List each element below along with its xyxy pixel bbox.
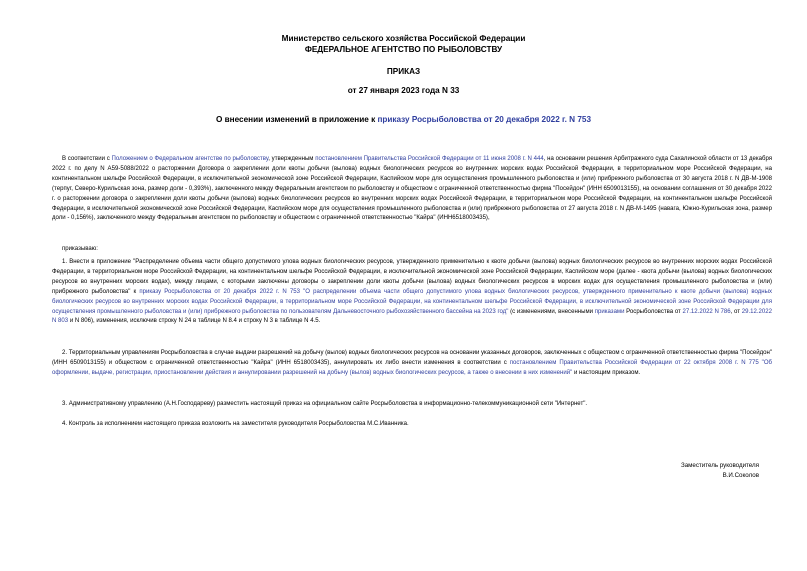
order-753-link[interactable]: приказу Росрыболовства от 20 декабря 2022 г. N 753 "О распределении объема части общего допустимого улова водных биологических ресурсов, утвержденного применительно к квоте добычи (вылова) водных биологических ресурсов во внутренних морских водах Российской Федерации, в территориальном море Российской Федерации, на континентальном шельфе Российской Федерации, в исключительной экономической зоне Российской Федерации для осуществления промышленного рыболовства и (или) прибрежного рыболовства по пользователям Дальневосточного рыбохозяйственного бассейна на 2023 год" [52,288,772,315]
signature-block [681,461,759,481]
item-1-paragraph [52,258,772,327]
item-1-text-3: Росрыболовства от [624,308,683,315]
title-prefix: О внесении изменений в приложение к [215,115,378,124]
item-2-text-2: и настоящим приказом. [572,369,641,376]
ministry-heading: Министерство сельского хозяйства Российской Федерации [281,34,526,43]
government-decree-link[interactable]: постановлением Правительства Российской Федерации от 11 июня 2008 г. N 444 [315,156,544,162]
preamble-text-1: В соответствии с [62,156,112,162]
signatory-name: В.И.Соколов [722,472,759,479]
item-2-text-1: 2. Территориальным управлениям Росрыболовства в случае выдачи разрешений на добычу (вылов) водных биологических ресурсов на основании указанных договоров, заключенных с обществом с ограниченной ответственностью фирма "Посейдон" (ИНН 6509013155) и обществом с ограниченной ответственностью "Кайра" (ИНН 6518003435), аннулировать их либо внести изменения в соответствии с [52,350,772,366]
item-1-text-2: (с изменениями, внесенными [508,308,595,315]
item-1-text-5: и N 806), изменения, исключив строку N 24 в таблице N 8.4 и строку N 3 в таблице N 4.5. [68,318,321,325]
agency-heading: ФЕДЕРАЛЬНОЕ АГЕНТСТВО ПО РЫБОЛОВСТВУ [304,45,503,54]
order-803-link[interactable]: 29.12.2022 N 803 [52,308,772,325]
item-1-text-1: 1. Внести в приложение "Распределение объема части общего допустимого улова водных биологических ресурсов, утвержденного применительно к квоте добычи (вылова) водных биологических ресурсов во внутренних морских водах Российской Федерации, в территориальном море Российской Федерации, на континентальном шельфе Российской Федерации, в исключительной экономической зоне Российской Федерации, Каспийском море (далее - квота добычи (вылова) водных биологических ресурсов во внутренних морских водах), между лицами, с которыми заключены договоры о закреплении доли квоты добычи (вылова) водных биологических ресурсов в морских водах для осуществления промышленного рыболовства и (или) прибрежного рыболовства" к [52,259,772,295]
preamble-text-3: , на основании решения Арбитражного суда Сахалинской области от 13 декабря 2022 г. по делу N А59-5088/2022 о расторжении Договора о закреплении доли квоты добычи (вылова) водных биологических ресурсов во внутренних морских водах Российской Федерации, в территориальном море Российской Федерации, на континентальном шельфе Российской Федерации, в исключительной экономической зоне Российской Федерации, Каспийском море для осуществления промышленного рыболовства и (или) прибрежного рыболовства от 30 августа 2018 г. N ДВ-М-1908 (терпуг, Северо-Курильская зона, размер доли - 0,393%), заключенного между Федеральным агентством по рыболовству и обществом с ограниченной ответственностью фирма "Посейдон" (ИНН 6509013155), на основании соглашения от 30 декабря 2022 г. о расторжении договора о закреплении доли квоты добычи (вылова) водных биологических ресурсов во внутренних морских водах Российской Федерации, в территориальном море Российской Федерации, на континентальном шельфе Российской Федерации, в исключительной экономической зоне Российской Федерации, Каспийском море для осуществления промышленного рыболовства и (или) прибрежного рыболовства от 27 августа 2018 г. N ДВ-М-1495 (навага, Южно-Курильская зона, размер доли - 0,156%), заключенного между Федеральным агентством по рыболовству и обществом с ограниченной ответственностью "Кайра" (ИНН6518003435), [52,156,773,222]
item-2-paragraph [52,349,772,379]
document-type: ПРИКАЗ [386,67,421,76]
item-1-text-4: , от [730,308,742,315]
item-3-paragraph: 3. Административному управлению (А.Н.Господареву) разместить настоящий приказ на официальном сайте Росрыболовства в информационно-телекоммуникационной сети "Интернет". [62,401,588,407]
preamble-text-2: , утвержденным [268,156,316,162]
preamble-paragraph [52,155,772,224]
signatory-position: Заместитель руководителя [680,462,759,469]
order-word: приказываю: [62,246,98,252]
order-786-link[interactable]: 27.12.2022 N 786 [682,308,731,315]
decree-775-link[interactable]: постановлением Правительства Российской Федерации от 22 октября 2008 г. N 775 "Об оформлении, выдаче, регистрации, приостановлении действия и аннулировании разрешений на добычу (вылов) водных биологических ресурсов, а также о внесении в них изменений" [52,359,772,376]
orders-link[interactable]: приказами [594,308,625,315]
title-order-link[interactable]: приказу Росрыболовства от 20 декабря 2022 г. N 753 [377,115,592,124]
document-date-number: от 27 января 2023 года N 33 [347,86,460,95]
regulation-link[interactable]: Положением о Федеральном агентстве по рыболовству [111,156,269,162]
item-4-paragraph: 4. Контроль за исполнением настоящего приказа возложить на заместителя руководителя Росрыболовства М.С.Иванника. [62,421,409,427]
document-title [0,115,807,125]
